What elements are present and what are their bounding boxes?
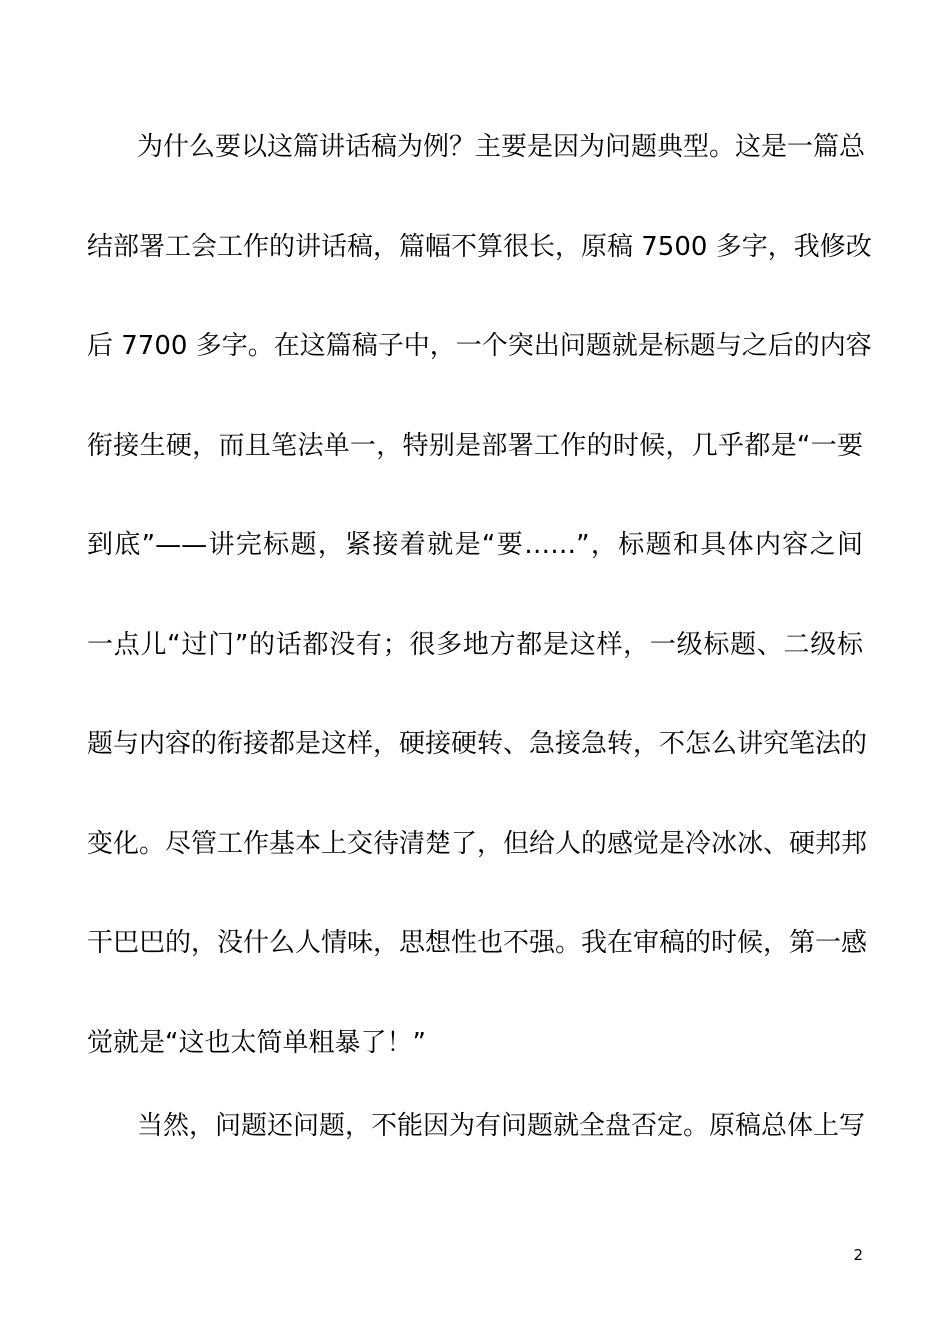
paragraph-1-line-10: 觉就是“这也太简单粗暴了！” — [87, 1028, 426, 1058]
paragraph-1-line-8: 变化。尽管工作基本上交待清楚了，但给人的感觉是冷冰冰、硬邦邦 — [87, 829, 868, 859]
paragraph-1-line-6: 一点儿“过门”的话都没有；很多地方都是这样，一级标题、二级标 — [87, 630, 863, 660]
paragraph-2-line-1: 当然，问题还问题，不能因为有问题就全盘否定。原稿总体上写 — [137, 1111, 866, 1141]
paragraph-1-line-3: 后 7700 多字。在这篇稿子中，一个突出问题就是标题与之后的内容 — [87, 331, 872, 361]
paragraph-1-line-2: 结部署工会工作的讲话稿，篇幅不算很长，原稿 7500 多字，我修改 — [87, 232, 872, 262]
paragraph-1-line-5: 到底”——讲完标题，紧接着就是“要……”，标题和具体内容之间 — [87, 530, 863, 560]
paragraph-1-line-9: 干巴巴的，没什么人情味，思想性也不强。我在审稿的时候，第一感 — [87, 928, 868, 958]
paragraph-1-line-1: 为什么要以这篇讲话稿为例？主要是因为问题典型。这是一篇总 — [137, 132, 866, 162]
paragraph-1-line-4: 衔接生硬，而且笔法单一，特别是部署工作的时候，几乎都是“一要 — [87, 431, 863, 461]
page-number: 2 — [853, 1246, 863, 1264]
paragraph-1-line-7: 题与内容的衔接都是这样，硬接硬转、急接急转，不怎么讲究笔法的 — [87, 729, 868, 759]
